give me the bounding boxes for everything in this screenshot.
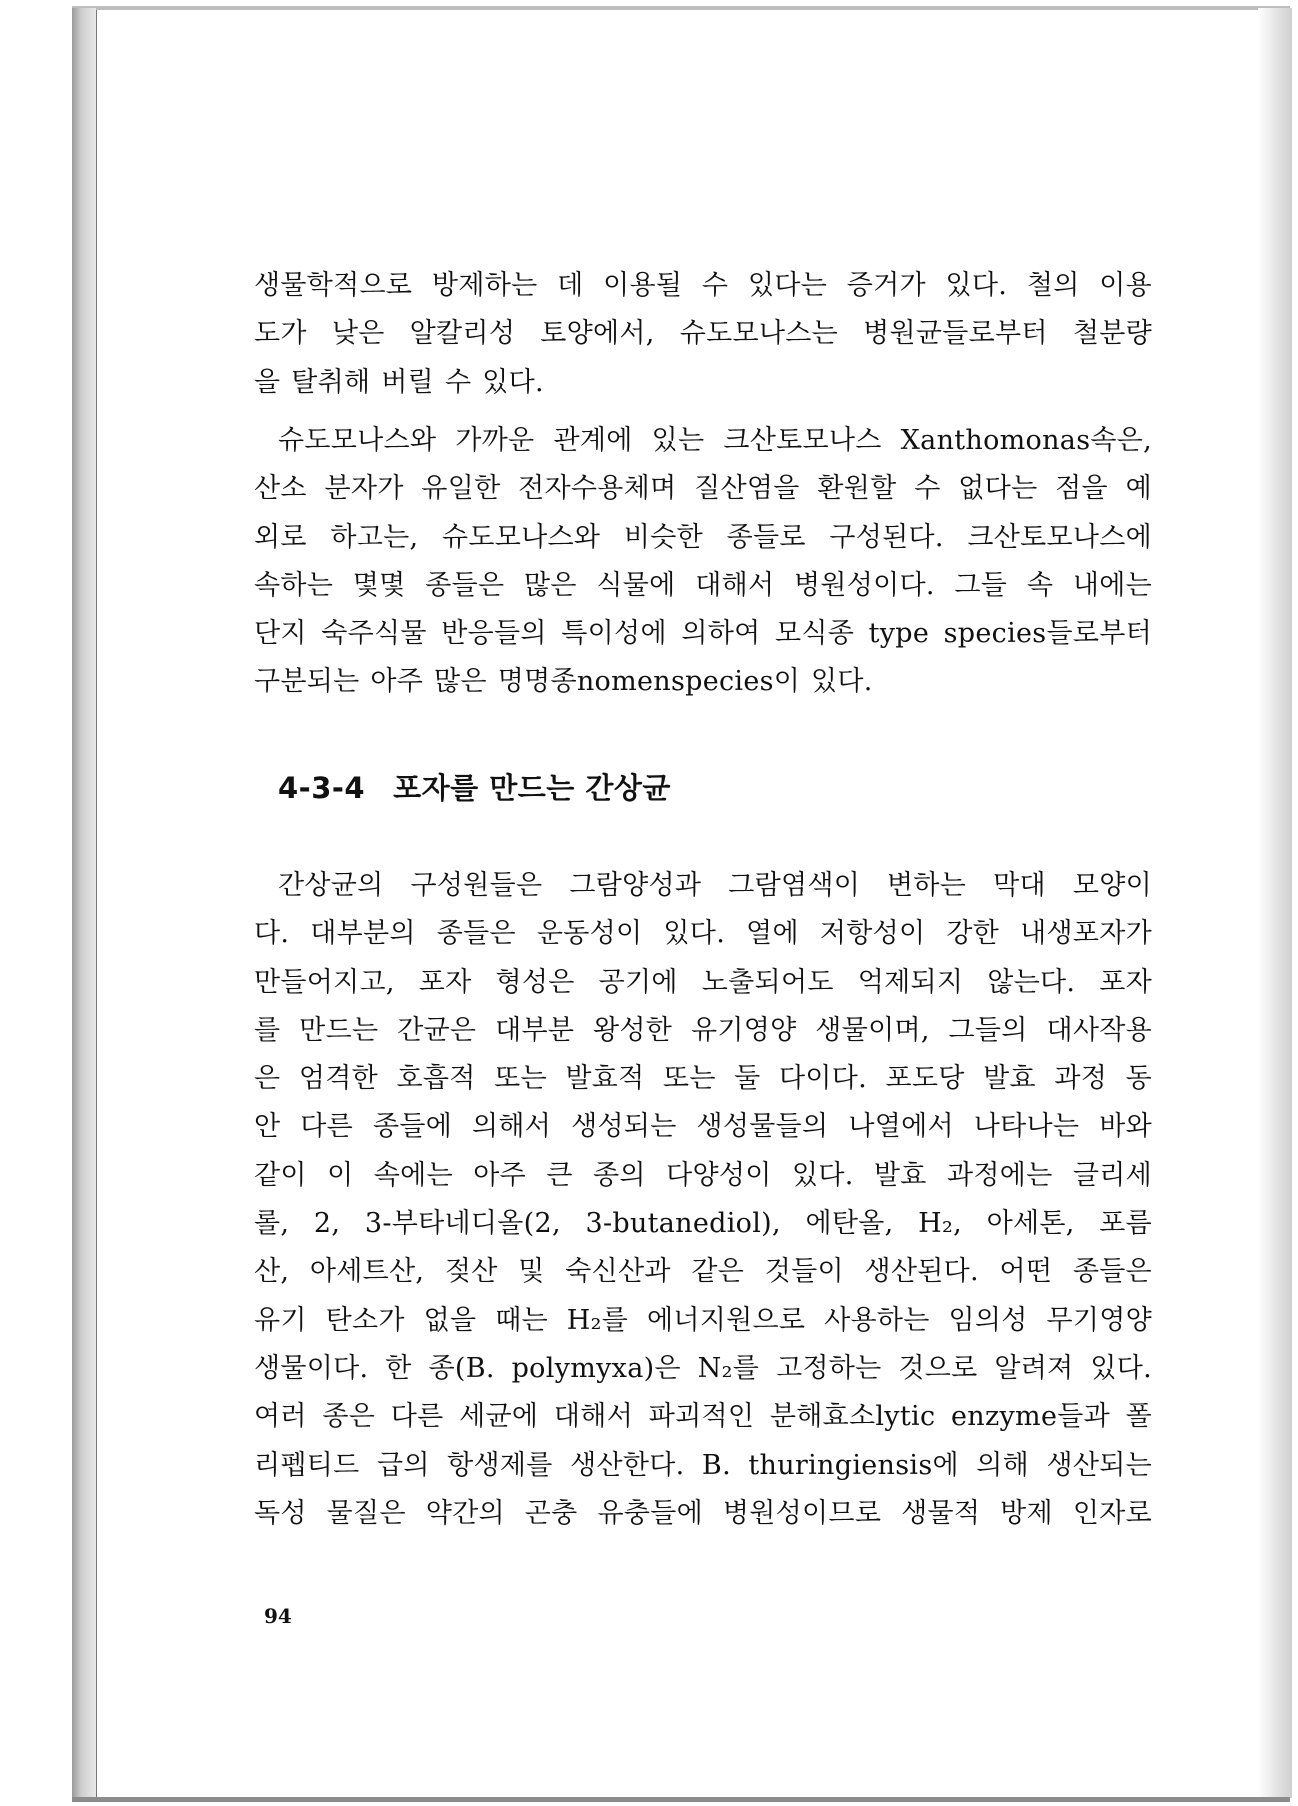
page-bottom-edge — [72, 1797, 1290, 1802]
text-line: 속하는 몇몇 종들은 많은 식물에 대해서 병원성이다. 그들 속 내에는 — [254, 569, 1152, 601]
text-line: 생물이다. 한 종(B. polymyxa)은 N₂를 고정하는 것으로 알려져 있다. — [254, 1352, 1152, 1384]
text-line: 만들어지고, 포자 형성은 공기에 노출되어도 억제되지 않는다. 포자 — [254, 966, 1152, 998]
text-line: 산, 아세트산, 젖산 및 숙신산과 같은 것들이 생산된다. 어떤 종들은 — [254, 1256, 1152, 1288]
page-left-edge — [72, 8, 96, 1798]
text-line: 슈도모나스와 가까운 관계에 있는 크산토모나스 Xanthomonas속은, — [278, 425, 1152, 456]
page-number: 94 — [264, 1604, 292, 1628]
text-line: 롤, 2, 3-부타네디올(2, 3-butanediol), 에탄올, H₂, 아세톤, 포름 — [254, 1208, 1152, 1240]
text-line: 안 다른 종들에 의해서 생성되는 생성물들의 나열에서 나타나는 바와 — [254, 1111, 1152, 1143]
text-line: 생물학적으로 방제하는 데 이용될 수 있다는 증거가 있다. 철의 이용 — [254, 270, 1152, 301]
text-line: 구분되는 아주 많은 명명종nomenspecies이 있다. — [254, 666, 873, 698]
text-line: 여러 종은 다른 세균에 대해서 파괴적인 분해효소lytic enzyme들과 폴 — [254, 1401, 1152, 1433]
section-number: 4-3-4 — [278, 771, 366, 805]
text-line: 리펩티드 급의 항생제를 생산한다. B. thuringiensis에 의해 생산되는 — [254, 1449, 1152, 1481]
text-line: 외로 하고는, 슈도모나스와 비슷한 종들로 구성된다. 크산토모나스에 — [254, 521, 1152, 553]
text-line: 산소 분자가 유일한 전자수용체며 질산염을 환원할 수 없다는 점을 예 — [254, 473, 1152, 505]
paragraph-1 — [254, 262, 1152, 407]
page-right-shadow — [1258, 8, 1292, 1798]
text-line: 독성 물질은 약간의 곤충 유충들에 병원성이므로 생물적 방제 인자로 — [254, 1497, 1152, 1529]
text-line: 간상균의 구성원들은 그람양성과 그람염색이 변하는 막대 모양이 — [278, 870, 1152, 901]
section-heading — [278, 766, 671, 807]
text-line: 를 만드는 간균은 대부분 왕성한 유기영양 생물이며, 그들의 대사작용 — [254, 1014, 1152, 1046]
text-line: 다. 대부분의 종들은 운동성이 있다. 열에 저항성이 강한 내생포자가 — [254, 918, 1152, 950]
text-line: 은 엄격한 호흡적 또는 발효적 또는 둘 다이다. 포도당 발효 과정 동 — [254, 1063, 1152, 1095]
paragraph-3 — [254, 862, 1152, 1538]
paragraph-2 — [254, 417, 1152, 707]
text-line: 도가 낮은 알칼리성 토양에서, 슈도모나스는 병원균들로부터 철분량 — [254, 318, 1152, 350]
text-line: 을 탈취해 버릴 수 있다. — [254, 366, 544, 398]
text-line: 같이 이 속에는 아주 큰 종의 다양성이 있다. 발효 과정에는 글리세 — [254, 1159, 1152, 1191]
section-title: 포자를 만드는 간상균 — [393, 771, 671, 805]
text-line: 단지 숙주식물 반응들의 특이성에 의하여 모식종 type species들로부터 — [254, 618, 1152, 650]
text-line: 유기 탄소가 없을 때는 H₂를 에너지원으로 사용하는 임의성 무기영양 — [254, 1304, 1152, 1336]
